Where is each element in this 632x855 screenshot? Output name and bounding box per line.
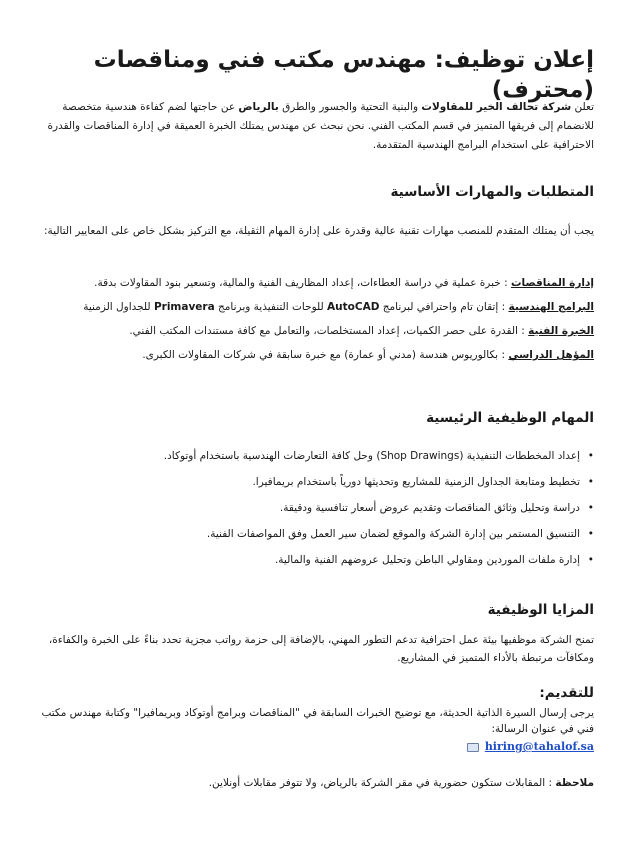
list-item	[38, 469, 594, 495]
task-text: إدارة ملفات الموردين ومقاولي الباطن وتحليل عروضهم الفنية والمالية.	[274, 554, 580, 566]
requirement-text: إتقان تام واحترافي لبرنامج	[379, 301, 499, 313]
requirement-separator: :	[517, 325, 529, 337]
requirement-education	[38, 343, 594, 367]
list-item	[38, 521, 594, 547]
company-name: شركة تحالف الخير للمقاولات	[421, 101, 572, 113]
software-primavera: Primavera	[153, 301, 215, 313]
requirements-heading: المتطلبات والمهارات الأساسية	[390, 184, 594, 200]
requirement-separator: :	[498, 301, 509, 313]
requirement-label: البرامج الهندسية	[508, 301, 594, 313]
tasks-heading: المهام الوظيفية الرئيسية	[426, 410, 594, 426]
note-separator: :	[545, 777, 556, 789]
apply-heading: للتقديم:	[539, 685, 594, 701]
requirement-separator: :	[498, 349, 509, 361]
requirement-label: الخبرة الفنية	[528, 325, 594, 337]
requirement-technical	[38, 319, 594, 343]
requirement-tenders	[38, 271, 594, 295]
bullet: •	[587, 554, 594, 566]
intro-text-3: عن حاجتها لضم كفاءة هندسية متخصصة للانضمام إلى فريقها المتميز في قسم المكتب الفني. نحن نبحث عن مهندس يمتلك الخبرة العميقة في إدارة المناقصات والقدرة الاحترافية على استخدام البرامج الهندسية المتقدمة.	[47, 101, 594, 151]
requirement-text: للجداول الزمنية	[83, 301, 154, 313]
requirement-text: للوحات التنفيذية وبرنامج	[214, 301, 328, 313]
list-item	[38, 495, 594, 521]
note-text: المقابلات ستكون حضورية في مقر الشركة بالرياض، ولا تتوفر مقابلات أونلاين.	[208, 777, 546, 789]
task-text: إعداد المخططات التنفيذية (Shop Drawings) وحل كافة التعارضات الهندسية باستخدام أوتوكاد.	[163, 450, 580, 462]
requirement-text: خبرة عملية في دراسة العطاءات، إعداد المظاريف الفنية والمالية، وتسعير بنود المقاولات بدقة.	[94, 277, 501, 289]
requirement-text: بكالوريوس هندسة (مدني أو عمارة) مع خبرة سابقة في شركات المقاولات الكبرى.	[142, 349, 499, 361]
requirement-separator: :	[500, 277, 511, 289]
note	[38, 774, 594, 792]
bullet: •	[587, 502, 594, 514]
page-title: إعلان توظيف: مهندس مكتب فني ومناقصات (محترف)	[93, 47, 594, 103]
email-row	[38, 738, 594, 756]
bullet: •	[587, 450, 594, 462]
task-text: تخطيط ومتابعة الجداول الزمنية للمشاريع وتحديثها دورياً باستخدام بريمافيرا.	[252, 476, 580, 488]
list-item	[38, 547, 594, 573]
task-text: التنسيق المستمر بين إدارة الشركة والموقع لضمان سير العمل وفق المواصفات الفنية.	[206, 528, 580, 540]
task-text: دراسة وتحليل وثائق المناقصات وتقديم عروض أسعار تنافسية ودقيقة.	[279, 502, 580, 514]
software-autocad: AutoCAD	[327, 301, 380, 313]
intro-text-2: والبنية التحتية والجسور والطرق	[278, 101, 422, 113]
requirement-label: إدارة المناقصات	[510, 277, 594, 289]
requirements-list	[38, 271, 594, 367]
requirement-software	[38, 295, 594, 319]
mail-icon	[467, 743, 479, 752]
intro-paragraph	[38, 98, 594, 155]
intro-text-1: تعلن	[571, 101, 594, 113]
city-name: بالرياض	[238, 101, 279, 113]
benefits-text: تمنح الشركة موظفيها بيئة عمل احترافية تدعم التطور المهني، بالإضافة إلى حزمة رواتب مجزية تحدد بناءً على الخبرة والكفاءة، ومكافآت مرتبطة بالأداء المتميز في المشاريع.	[48, 634, 594, 664]
bullet: •	[587, 476, 594, 488]
requirement-text: القدرة على حصر الكميات، إعداد المستخلصات، والتعامل مع كافة مستندات المكتب الفني.	[129, 325, 518, 337]
list-item	[38, 443, 594, 469]
tasks-list	[38, 443, 594, 573]
apply-instructions: يرجى إرسال السيرة الذاتية الحديثة، مع توضيح الخبرات السابقة في "المناقصات وبرامج أوتوكاد وبريمافيرا" وكتابة مهندس مكتب فني في عنوان الرسالة:	[41, 707, 594, 735]
note-label: ملاحظة	[555, 777, 594, 789]
bullet: •	[587, 528, 594, 540]
benefits-heading: المزايا الوظيفية	[487, 602, 594, 618]
requirement-label: المؤهل الدراسي	[508, 349, 594, 361]
requirements-intro: يجب أن يمتلك المتقدم للمنصب مهارات تقنية عالية وقدرة على إدارة المهام الثقيلة، مع التركيز بشكل خاص على المعايير التالية:	[43, 225, 594, 237]
email-link[interactable]: hiring@tahalof.sa	[484, 740, 594, 753]
